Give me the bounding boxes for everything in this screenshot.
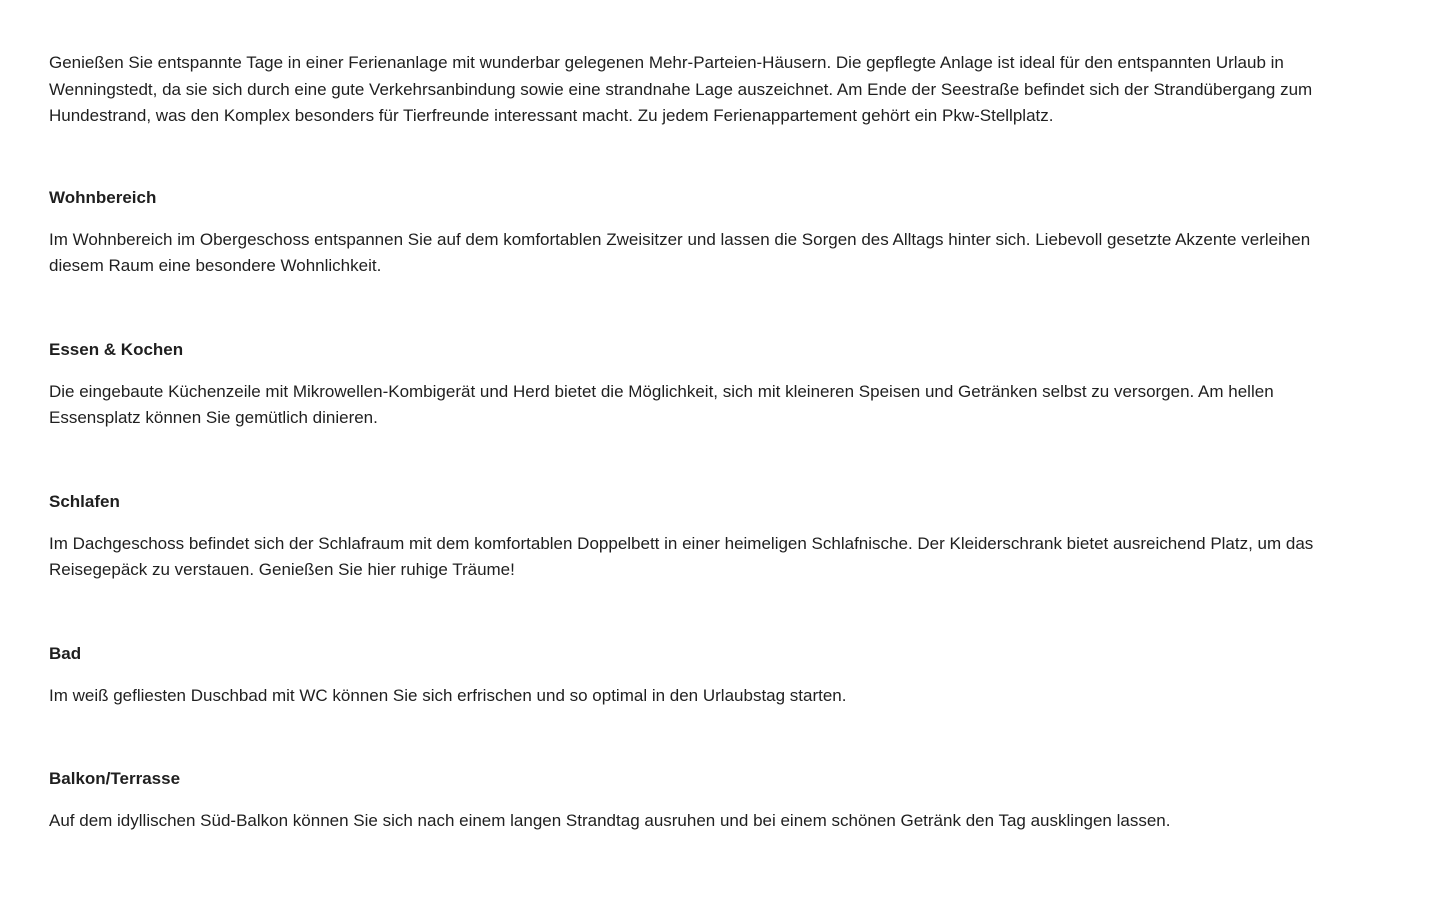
intro-paragraph: Genießen Sie entspannte Tage in einer Ferienanlage mit wunderbar gelegenen Mehr-Parteien-Häusern. Die gepflegte Anlage ist ideal für den entspannten Urlaub in Wenningstedt, da sie sich durch eine gute Verkehrsanbindung sowie eine strandnahe Lage auszeichnet. Am Ende der Seestraße befindet sich der Strandübergang zum Hundestrand, was den Komplex besonders für Tierfreunde interessant macht. Zu jedem Ferienappartement gehört ein Pkw-Stellplatz. [49, 53, 1313, 125]
section-heading: Essen & Kochen [49, 339, 184, 359]
section-balkon-terrasse [49, 768, 1359, 835]
section-heading: Wohnbereich [49, 187, 157, 207]
section-heading: Bad [49, 643, 82, 663]
section-text: Die eingebaute Küchenzeile mit Mikrowellen-Kombigerät und Herd bietet die Möglichkeit, sich mit kleineren Speisen und Getränken selbst zu versorgen. Am hellen Essensplatz können Sie gemütlich dinieren. [49, 381, 1274, 427]
section-wohnbereich [49, 187, 1359, 280]
section-bad [49, 643, 1359, 710]
section-text: Im weiß gefliesten Duschbad mit WC können Sie sich erfrischen und so optimal in den Urlaubstag starten. [49, 685, 847, 705]
section-schlafen [49, 491, 1359, 584]
description-content [49, 50, 1359, 835]
section-essen-kochen [49, 339, 1359, 432]
section-text: Im Dachgeschoss befindet sich der Schlafraum mit dem komfortablen Doppelbett in einer heimeligen Schlafnische. Der Kleiderschrank bietet ausreichend Platz, um das Reisegepäck zu verstauen. Genießen Sie hier ruhige Träume! [49, 533, 1314, 579]
section-heading: Balkon/Terrasse [49, 769, 181, 788]
section-text: Im Wohnbereich im Obergeschoss entspannen Sie auf dem komfortablen Zweisitzer und lassen die Sorgen des Alltags hinter sich. Liebevoll gesetzte Akzente verleihen diesem Raum eine besondere Wohnlichkeit. [49, 229, 1311, 275]
section-text: Auf dem idyllischen Süd-Balkon können Sie sich nach einem langen Strandtag ausruhen und bei einem schönen Getränk den Tag ausklingen lassen. [49, 811, 1171, 830]
section-heading: Schlafen [49, 491, 120, 511]
